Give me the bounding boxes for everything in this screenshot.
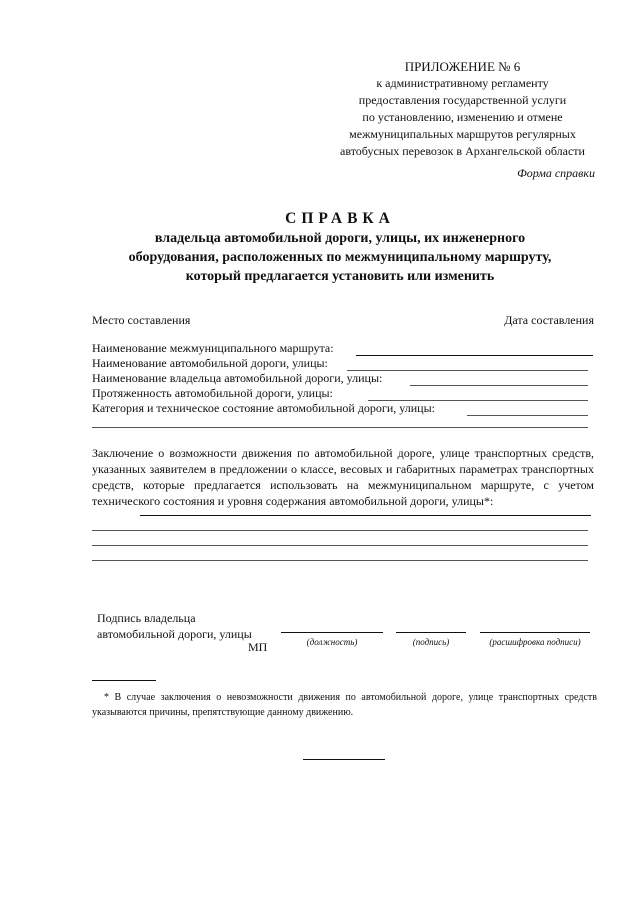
field-road-name-label: Наименование автомобильной дороги, улицы: bbox=[92, 356, 328, 370]
annex-line: межмуниципальных маршрутов регулярных bbox=[349, 127, 576, 141]
field-road-category-label: Категория и техническое состояние автомобильной дороги, улицы: bbox=[92, 401, 435, 415]
field-road-owner-label: Наименование владельца автомобильной дороги, улицы: bbox=[92, 371, 383, 385]
conclusion-line[interactable] bbox=[92, 560, 588, 561]
signature-decoding-line[interactable] bbox=[480, 632, 590, 633]
signature-label bbox=[97, 610, 252, 642]
signature-line[interactable] bbox=[396, 632, 466, 633]
signature-label-line: автомобильной дороги, улицы bbox=[97, 627, 252, 641]
conclusion-text: Заключение о возможности движения по автомобильной дороге, улице транспортных средств, указанных заявителем в предложении о классе, весовых и габаритных параметрах транспортных средств, которые предлагается использовать на межмуниципальном маршруте, с учетом технического состояния и уровня содержания автомобильной дороги, улицы*: bbox=[92, 446, 594, 508]
date-label: Дата составления bbox=[504, 313, 594, 327]
field-road-owner-line[interactable] bbox=[410, 385, 588, 386]
position-caption: (должность) bbox=[306, 637, 358, 647]
signature-label-line: Подпись владельца bbox=[97, 611, 196, 625]
annex-line: предоставления государственной услуги bbox=[358, 93, 567, 107]
field-extra-line[interactable] bbox=[92, 427, 588, 428]
field-route-name-line[interactable] bbox=[356, 355, 593, 356]
form-note: Форма справки bbox=[517, 166, 595, 180]
signature-decoding-caption: (расшифровка подписи) bbox=[489, 637, 581, 647]
annex-title: ПРИЛОЖЕНИЕ № 6 bbox=[404, 59, 521, 74]
document-subtitle: владельца автомобильной дороги, улицы, их инженерного оборудования, расположенных по межмуниципальному маршруту, который предлагается установить или изменить bbox=[128, 231, 552, 284]
field-road-name-line[interactable] bbox=[347, 370, 588, 371]
annex-line: автобусных перевозок в Архангельской области bbox=[340, 144, 585, 158]
conclusion-line[interactable] bbox=[92, 530, 588, 531]
stamp-place-label: МП bbox=[248, 640, 268, 654]
footnote-text: * В случае заключения о невозможности движения по автомобильной дороге, улице транспортных средств указываются причины, препятствующие данному движению. bbox=[92, 692, 597, 718]
annex-line: к административному регламенту bbox=[376, 76, 549, 90]
place-label: Место составления bbox=[92, 313, 191, 327]
conclusion-line[interactable] bbox=[92, 545, 588, 546]
field-road-category-line[interactable] bbox=[467, 415, 588, 416]
field-road-length-label: Протяженность автомобильной дороги, улицы: bbox=[92, 386, 333, 400]
footnote-separator bbox=[92, 680, 156, 681]
end-separator bbox=[303, 759, 385, 760]
document-title: СПРАВКА bbox=[285, 210, 395, 227]
annex-line: по установлению, изменению и отмене bbox=[362, 110, 563, 124]
annex-header bbox=[330, 58, 595, 160]
conclusion-line[interactable] bbox=[140, 515, 591, 516]
position-line[interactable] bbox=[281, 632, 383, 633]
signature-caption: (подпись) bbox=[412, 637, 450, 647]
field-route-name-label: Наименование межмуниципального маршрута: bbox=[92, 341, 334, 355]
